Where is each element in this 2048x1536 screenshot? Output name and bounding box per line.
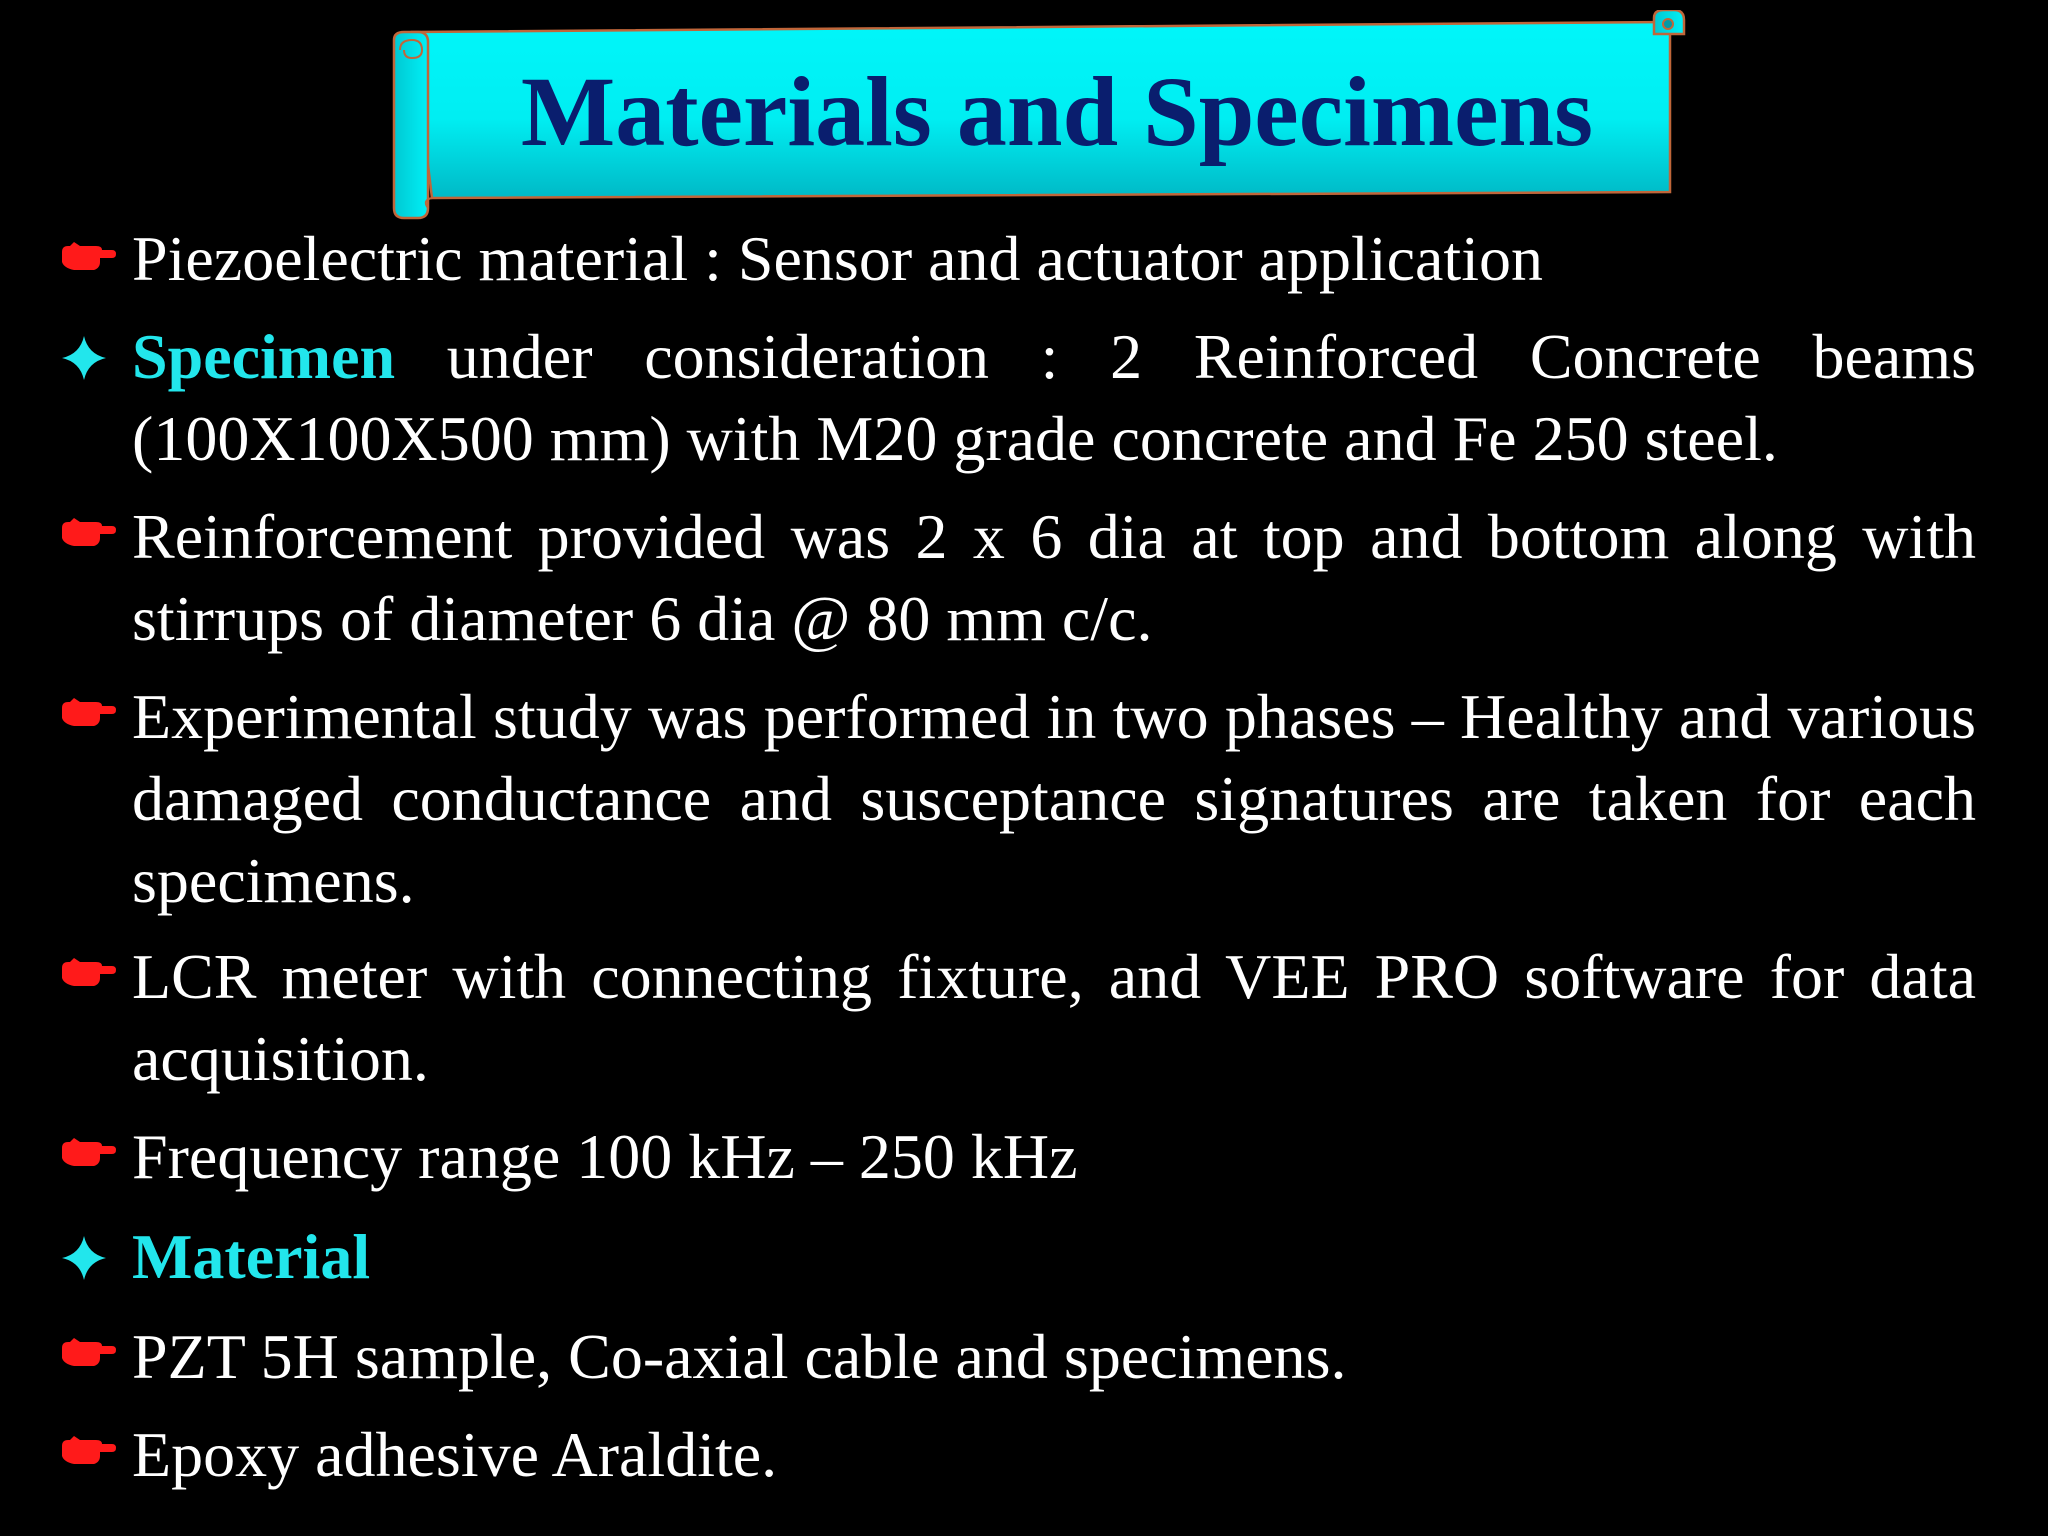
list-item-highlight: Material [132, 1221, 371, 1292]
list-item [132, 1216, 1976, 1298]
list-item-text: Reinforcement provided was 2 x 6 dia at top and bottom along with stirrups of diameter 6 dia @ 80 mm c/c. [132, 501, 1976, 654]
list-item-text: PZT 5H sample, Co-axial cable and specimens. [132, 1321, 1347, 1392]
list-item [132, 936, 1976, 1100]
pointing-hand-icon [60, 694, 116, 734]
list-item-text: LCR meter with connecting fixture, and VEE PRO software for data acquisition. [132, 941, 1976, 1094]
pointing-hand-icon [60, 1334, 116, 1374]
list-item-highlight: Specimen [132, 321, 396, 392]
pointing-hand-icon [60, 954, 116, 994]
page-title: Materials and Specimens [520, 56, 1594, 167]
pointing-hand-icon [60, 238, 116, 278]
list-item [132, 218, 1976, 300]
list-item-text: Piezoelectric material : Sensor and actuator application [132, 223, 1543, 294]
list-item-text: Experimental study was performed in two phases – Healthy and various damaged conductance and susceptance signatures are taken for each specimens. [132, 681, 1976, 916]
list-item [132, 316, 1976, 480]
list-item [132, 1316, 1976, 1398]
list-item [132, 1116, 1976, 1198]
list-item-text: Epoxy adhesive Araldite. [132, 1419, 778, 1490]
four-point-star-icon [60, 1234, 108, 1282]
list-item [132, 496, 1976, 660]
list-item [132, 1414, 1976, 1496]
four-point-star-icon [60, 334, 108, 382]
list-item-text: under consideration : 2 Reinforced Concrete beams (100X100X500 mm) with M20 grade concrete and Fe 250 steel. [132, 321, 1976, 474]
pointing-hand-icon [60, 1432, 116, 1472]
list-item [132, 676, 1976, 922]
pointing-hand-icon [60, 514, 116, 554]
list-item-text: Frequency range 100 kHz – 250 kHz [132, 1121, 1078, 1192]
pointing-hand-icon [60, 1134, 116, 1174]
